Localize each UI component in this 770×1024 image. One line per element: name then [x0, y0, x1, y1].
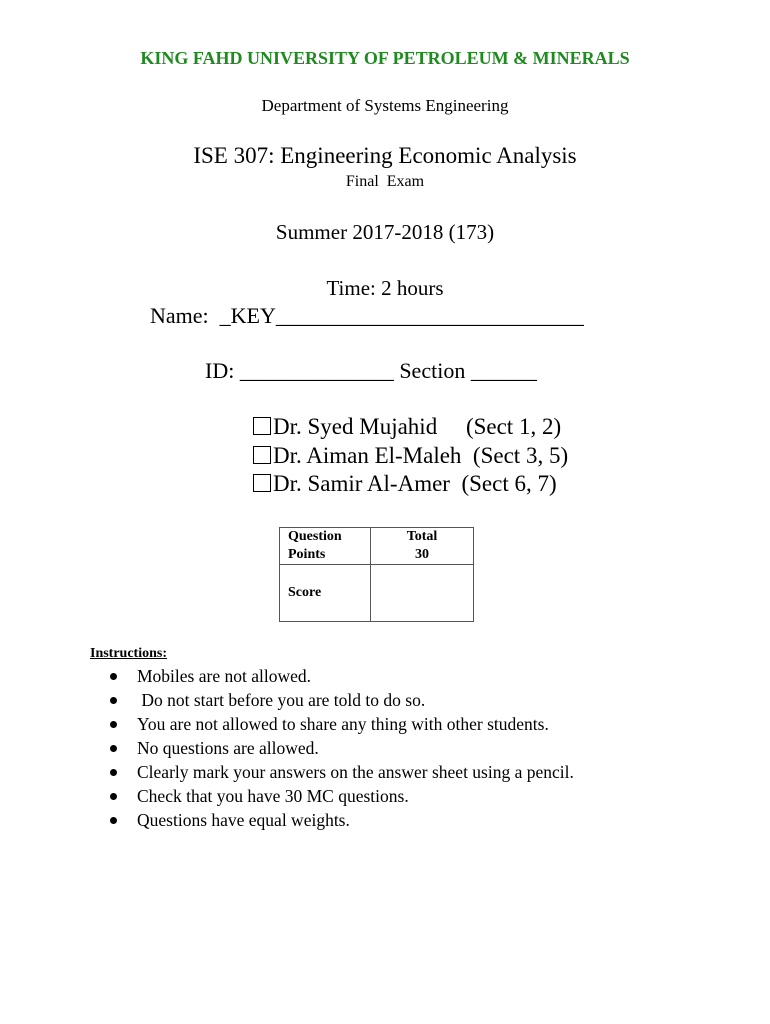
list-item: Mobiles are not allowed.: [106, 664, 574, 688]
list-item: Questions have equal weights.: [106, 808, 574, 832]
university-title: KING FAHD UNIVERSITY OF PETROLEUM & MINERALS: [140, 48, 630, 68]
exam-term: Summer 2017-2018 (173): [275, 220, 495, 244]
checkbox-icon[interactable]: [253, 446, 271, 464]
table-row: [280, 528, 474, 547]
list-item: You are not allowed to share any thing with other students.: [106, 712, 574, 736]
instructor-label: Dr. Aiman El-Maleh (Sect 3, 5): [273, 443, 569, 468]
exam-time: Time: 2 hours: [326, 276, 444, 300]
instructor-option-2[interactable]: [253, 443, 568, 469]
id-section-line: ID: ______________ Section ______: [205, 358, 537, 383]
table-row: [280, 565, 474, 622]
list-item: Do not start before you are told to do so.: [106, 688, 574, 712]
checkbox-icon[interactable]: [253, 417, 271, 435]
instructor-label: Dr. Syed Mujahid (Sect 1, 2): [273, 414, 562, 439]
bullet-icon: [110, 817, 117, 824]
list-item: No questions are allowed.: [106, 736, 574, 760]
department-name: Department of Systems Engineering: [261, 96, 509, 115]
instructions-heading: Instructions:: [90, 646, 168, 661]
score-label: Score: [280, 565, 371, 622]
name-line: Name: _KEY____________________________: [150, 303, 584, 328]
instructor-option-1[interactable]: [253, 414, 561, 440]
instructor-option-3[interactable]: [253, 471, 557, 497]
score-table: [279, 527, 474, 622]
bullet-icon: [110, 673, 117, 680]
points-label: Points: [280, 546, 371, 565]
bullet-icon: [110, 769, 117, 776]
list-item: Clearly mark your answers on the answer sheet using a pencil.: [106, 760, 574, 784]
bullet-icon: [110, 745, 117, 752]
instructor-label: Dr. Samir Al-Amer (Sect 6, 7): [273, 471, 557, 496]
bullet-icon: [110, 793, 117, 800]
score-value: [371, 565, 474, 622]
exam-type: Final Exam: [345, 173, 425, 190]
total-header: Total: [371, 528, 474, 547]
bullet-icon: [110, 721, 117, 728]
question-header: Question: [280, 528, 371, 547]
table-row: [280, 546, 474, 565]
list-item: Check that you have 30 MC questions.: [106, 784, 574, 808]
instructions-list: [106, 664, 574, 832]
course-title: ISE 307: Engineering Economic Analysis: [193, 143, 577, 168]
points-total: 30: [371, 546, 474, 565]
bullet-icon: [110, 697, 117, 704]
checkbox-icon[interactable]: [253, 474, 271, 492]
